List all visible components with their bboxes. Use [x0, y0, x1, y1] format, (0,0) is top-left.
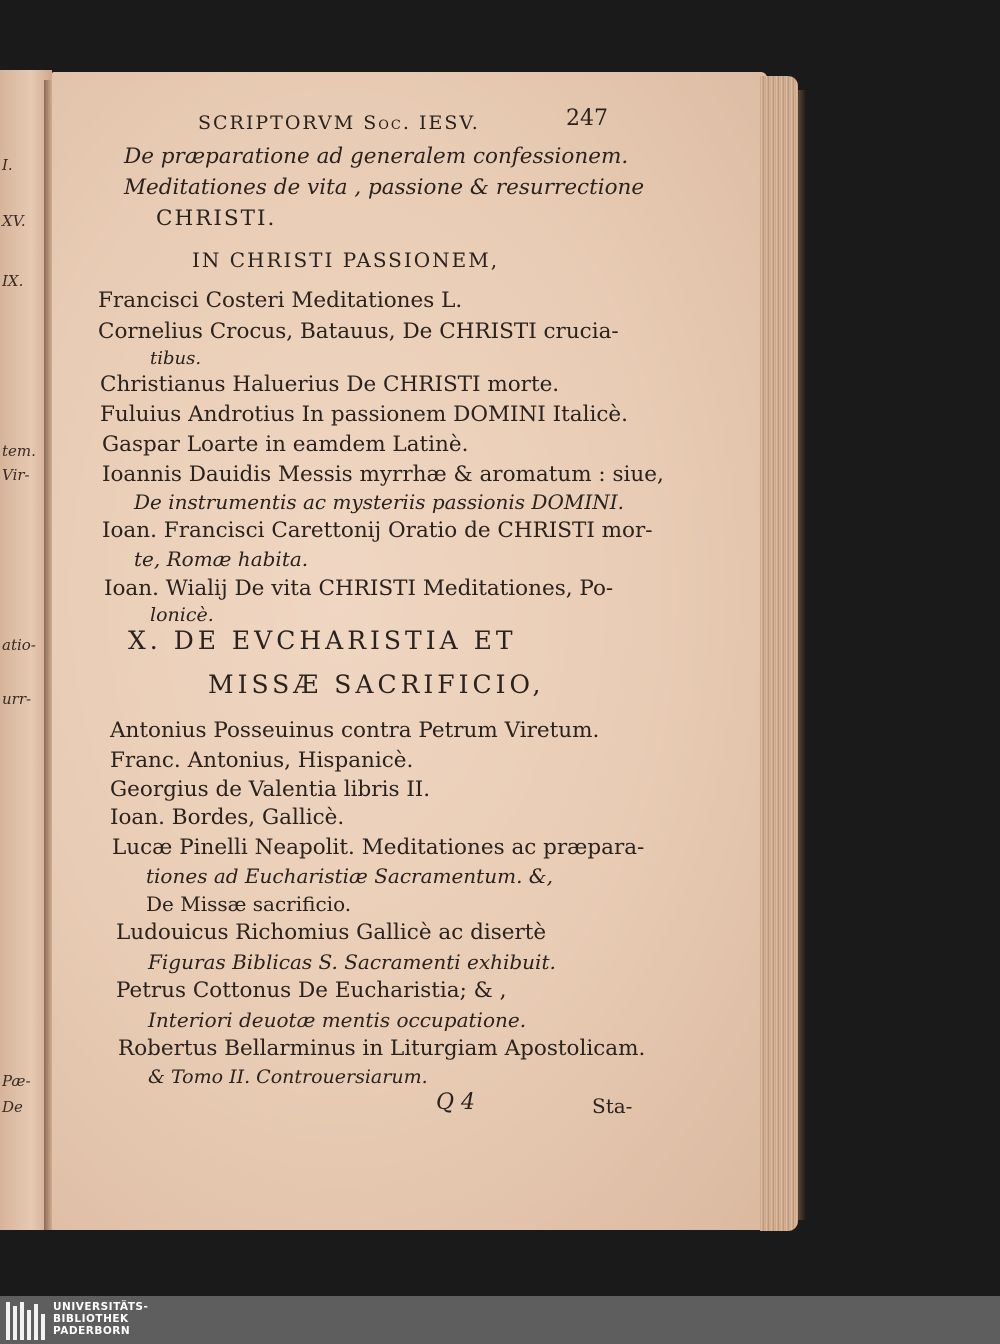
signature-mark: Q 4 — [436, 1090, 476, 1115]
text-line: CHRISTI. — [156, 206, 277, 231]
text-line: Franc. Antonius, Hispanicè. — [110, 748, 414, 773]
text-line: De instrumentis ac mysteriis passionis DOMINI. — [134, 490, 624, 514]
text-line: Christianus Haluerius De CHRISTI morte. — [100, 372, 560, 397]
text-line: Petrus Cottonus De Eucharistia; & , — [116, 978, 507, 1003]
text-line: De Missæ sacrificio. — [146, 892, 352, 916]
text-line: lonicè. — [150, 604, 214, 626]
text-line: Ioan. Bordes, Gallicè. — [110, 805, 345, 830]
footer-institution-line: PADERBORN — [53, 1325, 131, 1337]
page-number: 247 — [566, 106, 608, 131]
text-line: Georgius de Valentia libris II. — [110, 777, 431, 802]
text-line: Antonius Posseuinus contra Petrum Viretum. — [110, 718, 600, 743]
footer-institution-line: BIBLIOTHEK — [53, 1313, 129, 1325]
library-logo-icon — [6, 1300, 46, 1340]
text-line: Robertus Bellarminus in Liturgiam Apostolicam. — [118, 1036, 646, 1061]
left-page-fragment: IX. — [2, 272, 24, 290]
running-head: SCRIPTORVM Soc. IESV. — [198, 112, 480, 134]
text-line: Interiori deuotæ mentis occupatione. — [148, 1008, 527, 1032]
left-page-fragment: I. — [2, 156, 13, 174]
left-page-fragment: XV. — [2, 212, 26, 230]
left-page-fragment: urr- — [2, 690, 32, 708]
page-edges — [760, 76, 798, 1231]
left-page-fragment: Vir- — [2, 466, 30, 484]
left-page-fragment: Pæ- — [2, 1072, 31, 1090]
text-line: Ioan. Francisci Carettonij Oratio de CHRISTI mor- — [102, 518, 653, 543]
text-line: & Tomo II. Controuersiarum. — [148, 1066, 428, 1088]
text-line: Fuluius Androtius In passionem DOMINI Italicè. — [100, 402, 628, 427]
section-heading: X. DE EVCHARISTIA ET — [128, 626, 517, 655]
left-page-fragment: tem. — [2, 442, 36, 460]
text-line: te, Romæ habita. — [134, 547, 309, 571]
text-line: Lucæ Pinelli Neapolit. Meditationes ac præpara- — [112, 835, 645, 860]
section-heading: IN CHRISTI PASSIONEM, — [192, 248, 500, 272]
left-page-fragment: atio- — [2, 636, 36, 654]
text-line: Figuras Biblicas S. Sacramenti exhibuit. — [148, 950, 556, 974]
text-line: Ludouicus Richomius Gallicè ac disertè — [116, 920, 547, 945]
text-line: tiones ad Eucharistiæ Sacramentum. &, — [146, 864, 553, 888]
footer-institution-line: UNIVERSITÄTS- — [53, 1301, 149, 1313]
footer-bar — [0, 1296, 1000, 1344]
catchword: Sta- — [592, 1094, 633, 1118]
text-line: tibus. — [150, 348, 202, 369]
edge-shadow — [798, 90, 806, 1220]
text-line: Gaspar Loarte in eamdem Latinè. — [102, 432, 469, 457]
text-line: Cornelius Crocus, Batauus, De CHRISTI crucia- — [98, 319, 619, 344]
text-line: Francisci Costeri Meditationes L. — [98, 288, 463, 313]
text-line: Ioannis Dauidis Messis myrrhæ & aromatum : siue, — [102, 462, 664, 487]
text-line: De præparatione ad generalem confessionem. — [124, 144, 629, 169]
text-line: Ioan. Wialij De vita CHRISTI Meditationes, Po- — [104, 576, 614, 601]
left-page-fragment: De — [2, 1098, 23, 1116]
section-heading: MISSÆ SACRIFICIO, — [208, 670, 545, 699]
text-line: Meditationes de vita , passione & resurrectione — [124, 175, 645, 200]
